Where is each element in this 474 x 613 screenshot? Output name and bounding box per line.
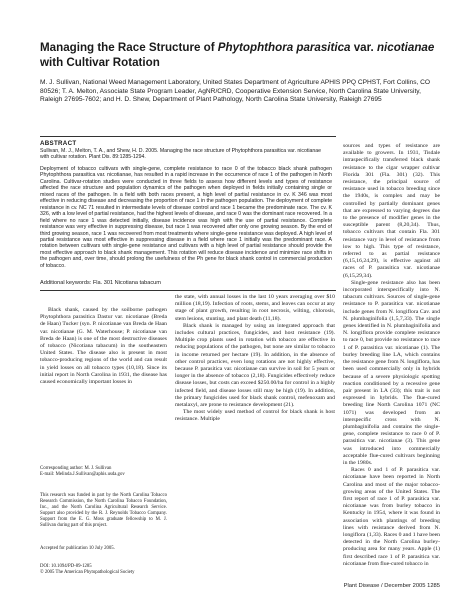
author-affiliations: M. J. Sullivan, National Weed Management Laboratory, United States Department of Agriculture APHIS PPQ CPHST, Fort Collins, CO 80526; T. A. Melton, Associate State Program Leader, AgNR/CRD, Cooperative Extension Service, North Carolina State University, Raleigh 27695-7602; and H. D. Shew, Department of Plant Pathology, North Carolina State University, Raleigh 27695 [40, 79, 431, 104]
accepted-date: Accepted for publication 10 July 2005. [40, 546, 115, 551]
abstract-citation: Sullivan, M. J., Melton, T. A., and Shew, H. D. 2005. Managing the race structure of Phytophthora parasitica var. nicotianae with cultivar rotation. Plant Dis. 89:1285-1294. [40, 148, 322, 161]
body-column-2 [175, 294, 335, 424]
funding-note: This research was funded in part by the North Carolina Tobacco Research Commission, the North Carolina Tobacco Foundation, Inc., and the North Carolina Agricultural Research Service. Support also provided by the R. J. Reynolds Tobacco Company. Support from the E. G. Moss graduate fellowship to M. J. Sullivan during part of this project. [40, 493, 167, 528]
title-var: var. [350, 41, 377, 54]
additional-keywords: Additional keywords: Fla. 301 Nicotiana tabacum [40, 280, 161, 286]
column2-paragraph-3: The most widely used method of control for black shank is host resistance. Multiple [175, 409, 335, 423]
abstract-body: Deployment of tobacco cultivars with single-gene, complete resistance to race 0 of the tobacco black shank pathogen Phytophthora parasitica var. nicotianae, has resulted in a rapid increase in the occurrence of race 1 of the pathogen in North Carolina. Cultivar-rotation studies were conducted in three fields to assess how different levels and types of resistance affected the race structure and population dynamics of the pathogen when deployed in fields initially containing single or mixed races of the pathogen. In a field with both races present, a high level of partial resistance in cv. K 346 was most effective in reducing disease and decreasing the proportion of race 1 in the pathogen population. The deployment of complete resistance in cv. NC 71 resulted in intermediate levels of disease control and race 1 became the predominate race. The cv. K 326, with a low level of partial resistance, had the highest levels of disease, and race 0 was the dominant race recovered. In a field where no race 1 was detected initially, disease incidence was high with the use of partial resistance. Complete resistance was very effective in suppressing disease, but race 1 was recovered after only one growing season. By the end of third growing season, race 1 was recovered from most treatments where single-gene resistance was deployed. A high level of partial resistance was most effective in suppressing disease in a field where race 1 initially was the predominant race. A rotation between cultivars with single-gene resistance and cultivars with a high level of partial resistance should provide the most effective approach to black shank management. This rotation will reduce disease incidence and minimize race shifts in the pathogen and, over time, should prolong the usefulness of the Ph gene for black shank control in commercial production of tobacco. [40, 166, 332, 269]
column2-paragraph-1: the state, with annual losses in the last 10 years averaging over $10 million (18,19). Infection of roots, stems, and leaves can occur at any stage of plant growth, resulting in root necrosis, wilting, chlorosis, stem lesions, stunting, and plant death (11,18). [175, 294, 335, 322]
abstract-top-rule [40, 136, 336, 137]
body-column-1 [40, 307, 167, 386]
intro-paragraph: Black shank, caused by the soilborne pathogen Phytophthora parasitica Dastur var. nicotianae (Breda de Haan) Tucker (syn. P. nicotianae van Breda de Haan var. nicotianae (G. M. Waterhouse; P. nicotianae van Breda de Haan) is one of the most destructive diseases of tobacco (Nicotiana tabacum) in the southeastern United States. The disease also is present in most tobacco-producing regions of the world and can result in yield losses on all tobacco types (10,18). Since its initial report in North Carolina in 1931, the disease has caused economically important losses in [40, 307, 167, 386]
title-line2: with Cultivar Rotation [40, 56, 160, 69]
abstract-bottom-rule [40, 290, 336, 291]
title-variety: nicotianae [376, 41, 435, 54]
page-footer: Plant Disease / December 2005 1285 [343, 583, 440, 589]
column2-paragraph-2: Black shank is managed by using an integrated approach that includes cultural practices, fungicides, and host resistance (19). Multiple crop plants used in rotation with tobacco are effective in reducing populations of the pathogen, but none are similar to tobacco in income returned per hectare (19). In addition, in the absence of other control practices, even long rotations are not highly effective, because P. parasitica var. nicotianae can survive in soil for 5 years or longer in the absence of tobacco (2,18). Fungicides effectively reduce disease losses, but costs can exceed $250.00/ha for control in a highly infected field, and disease losses still may be high (19). In addition, the primary fungicides used for black shank control, mefenoxam and metalaxyl, are prone to resistance development (21). [175, 322, 335, 409]
column3-paragraph-2: Single-gene resistance also has been incorporated interspecifically into N. tabacum cultivars. Sources of single-gene resistance to P. parasitica var. nicotianae include genes from N. longiflora Cav. and N. plumbaginifolia (1,5,7,33). The single genes identified in N. plumbaginifolia and N. longiflora provide complete resistance to race 0, but provide no resistance to race 1 of P. parasitica var. nicotianae (1). The burley breeding line LA, which contains the resistance gene from N. longiflora, has been used commercially only in hybrids because of a severe physiologic spotting reaction conditioned by a recessive gene pair present in LA (33); this trait is not expressed in hybrids. The flue-cured breeding line North Carolina 1071 (NC 1071) was developed from an interspecific cross with N. plumbaginifolia and contains the single-gene, complete resistance to race 0 of P. parasitica var. nicotianae (3). This gene was introduced into commercially acceptable flue-cured cultivars beginning in the 1980s. [343, 279, 440, 466]
title-text: Managing the Race Structure of [40, 41, 218, 54]
column3-paragraph-1: sources and types of resistance are available to growers. In 1931, Tisdale intraspecifically transferred black shank resistance to the cigar wrapper cultivar Florida 301 (Fla. 301) (32). This resistance, the principal source of resistance used in tobacco breeding since the 1940s, is complex and may be controlled by partially dominant genes that are expressed to varying degrees due to the presence of modifier genes in the susceptible parent (8,20,34). Thus, tobacco cultivars that contain Fla. 301 resistance vary in level of resistance from low to high. This type of resistance, referred to as partial resistance (6,15,16,24,29), is effective against all races of P. parasitica var. nicotianae (6,15,29,34). [343, 143, 440, 279]
title-species: Phytophthora parasitica [217, 41, 351, 54]
abstract-heading: ABSTRACT [40, 140, 77, 147]
doi-copyright: DOI: 10.1094/PD-89-1285 © 2005 The American Phytopathological Society [40, 564, 135, 575]
column3-paragraph-3: Races 0 and 1 of P. parasitica var. nicotianae have been reported in North Carolina and most of the major tobacco-growing areas of the United States. The first report of race 1 of P. parasitica var. nicotianae was from burley tobacco in Kentucky in 1954, where it was found in association with plantings of breeding lines with resistance derived from N. longiflora (1,33). Races 0 and 1 have been detected in the North Carolina burley-producing area for many years. Apple (1) first described race 1 of P. parasitica var. nicotianae from flue-cured tobacco in [343, 467, 440, 567]
article-title [40, 40, 440, 70]
body-column-3 [343, 143, 440, 568]
corresponding-author: Corresponding author: M. J. Sullivan E-mail: Melinda.J.Sullivan@aphis.usda.gov [40, 466, 125, 477]
